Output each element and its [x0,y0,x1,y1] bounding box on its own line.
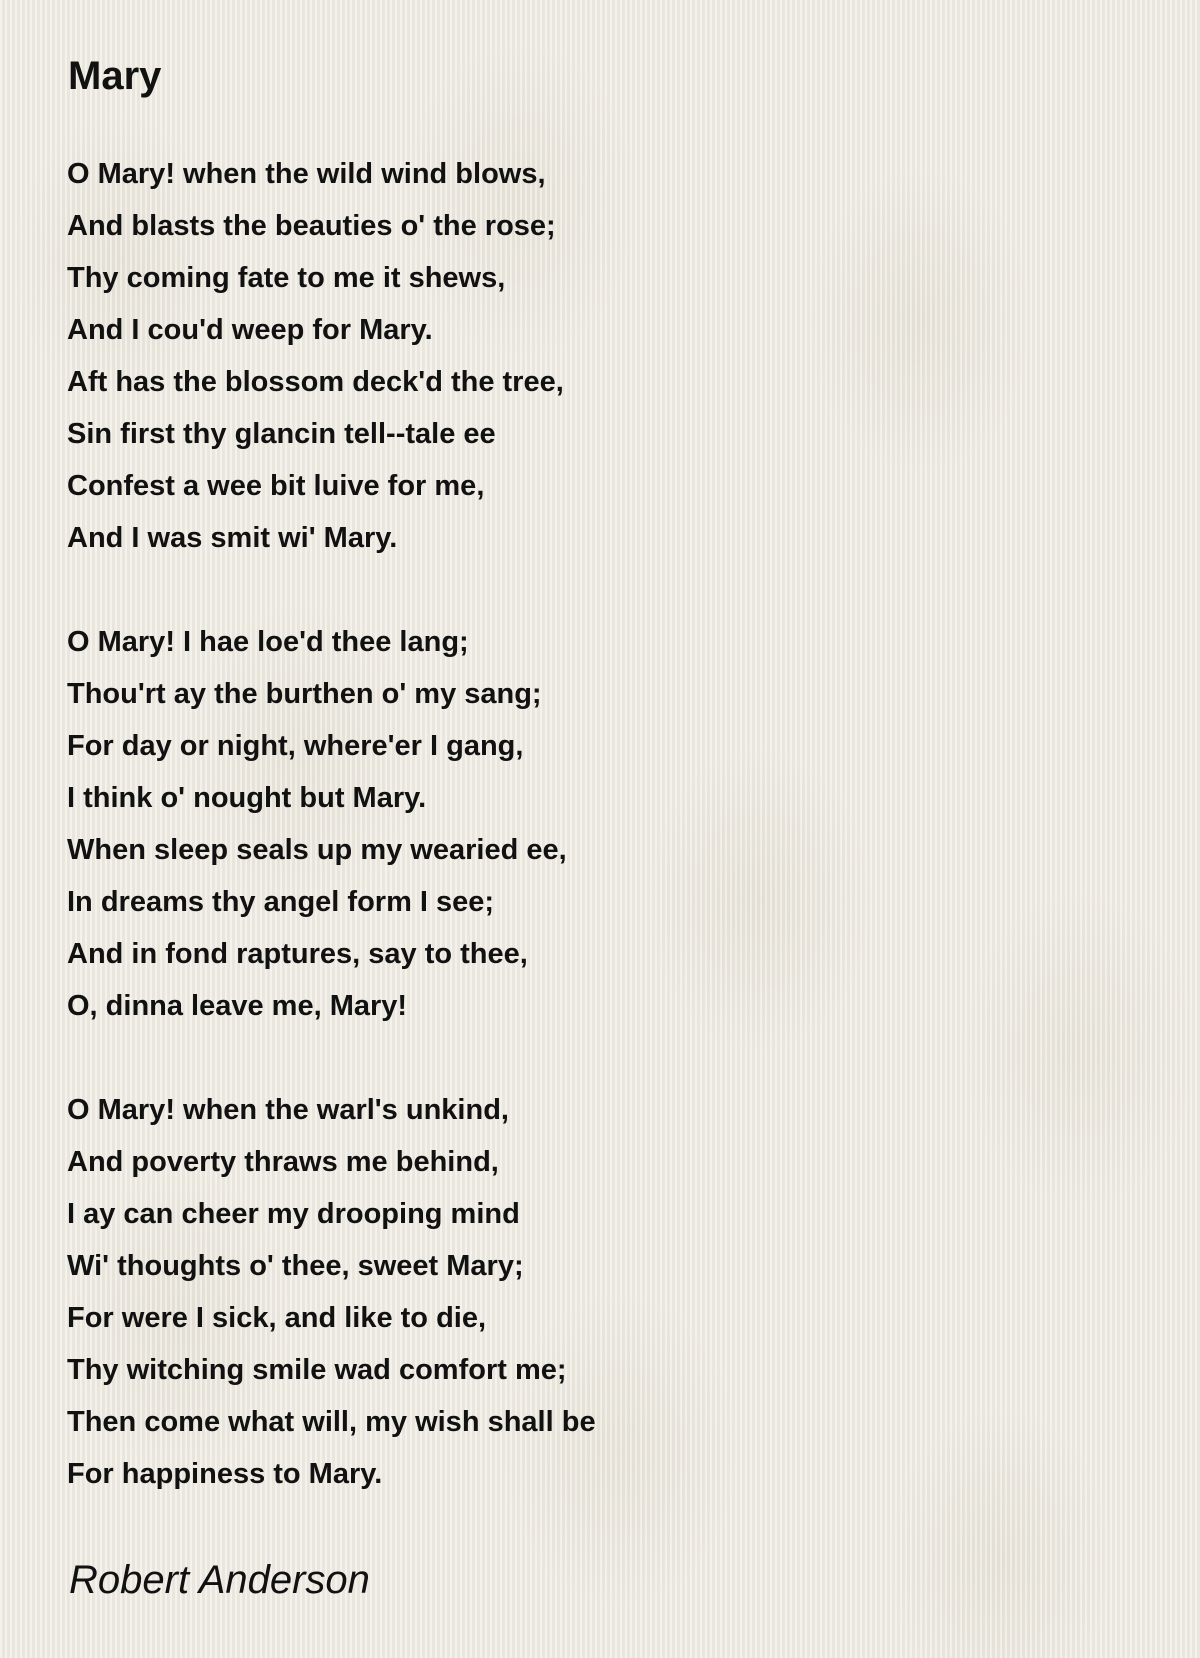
poem-line: And poverty thraws me behind, [67,1146,499,1178]
poem-title: Mary [68,54,162,98]
poem-author: Robert Anderson [69,1558,370,1602]
poem-line: O Mary! I hae loe'd thee lang; [67,626,469,658]
poem-line: I think o' nought but Mary. [67,782,427,814]
poem-line: O Mary! when the warl's unkind, [67,1094,509,1126]
poem-line: Aft has the blossom deck'd the tree, [67,366,564,398]
poem-line: Thou'rt ay the burthen o' my sang; [67,678,542,710]
stanza-3 [67,1084,967,1500]
poem-line: For were I sick, and like to die, [67,1302,487,1334]
poem-line: And I cou'd weep for Mary. [67,314,433,346]
poem-line: For happiness to Mary. [67,1458,383,1490]
poem-line: For day or night, where'er I gang, [67,730,524,762]
poem-line: I ay can cheer my drooping mind [67,1198,520,1230]
poem-line: In dreams thy angel form I see; [67,886,495,918]
poem-body [67,148,967,1500]
stanza-1 [67,148,967,564]
poem-line: Then come what will, my wish shall be [67,1406,596,1438]
poem-line: Sin first thy glancin tell--tale ee [67,418,496,450]
poem-line: When sleep seals up my wearied ee, [67,834,567,866]
poem-line: Confest a wee bit luive for me, [67,470,485,502]
poem-line: Wi' thoughts o' thee, sweet Mary; [67,1250,524,1282]
poem-line: Thy witching smile wad comfort me; [67,1354,567,1386]
poem-line: And in fond raptures, say to thee, [67,938,528,970]
poem-line: Thy coming fate to me it shews, [67,262,506,294]
poem-line: O Mary! when the wild wind blows, [67,158,546,190]
stanza-2 [67,616,967,1032]
poem-line: O, dinna leave me, Mary! [67,990,408,1022]
poem-line: And blasts the beauties o' the rose; [67,210,556,242]
poem-line: And I was smit wi' Mary. [67,522,398,554]
